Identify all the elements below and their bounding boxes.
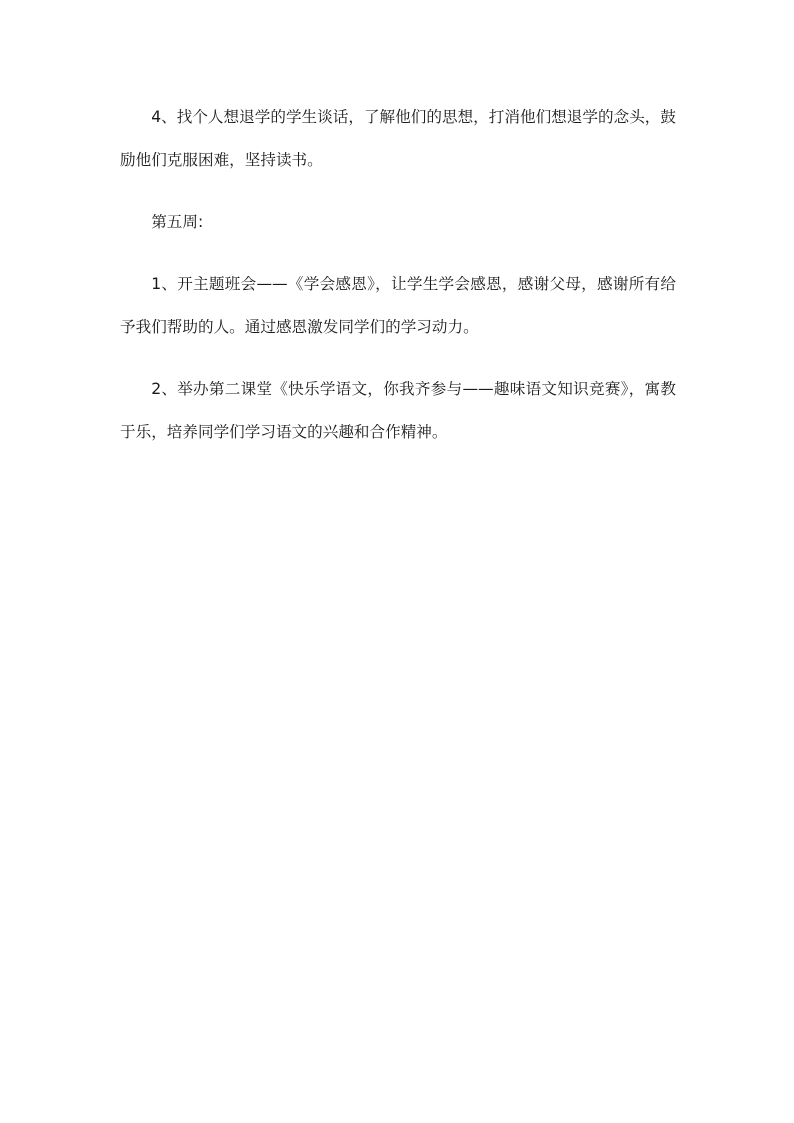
week5-heading: 第五周: (151, 213, 204, 231)
paragraph-item-4: 4、找个人想退学的学生谈话，了解他们的思想，打消他们想退学的念头，鼓励他们克服困难，坚持读书。 (120, 108, 676, 169)
document-body (120, 96, 676, 473)
week5-item-2: 2、举办第二课堂《快乐学语文，你我齐参与——趣味语文知识竞赛》，寓教于乐，培养同学们学习语文的兴趣和合作精神。 (120, 380, 676, 441)
week5-item-1: 1、开主题班会——《学会感恩》，让学生学会感恩，感谢父母，感谢所有给予我们帮助的人。通过感恩激发同学们的学习动力。 (120, 275, 676, 336)
